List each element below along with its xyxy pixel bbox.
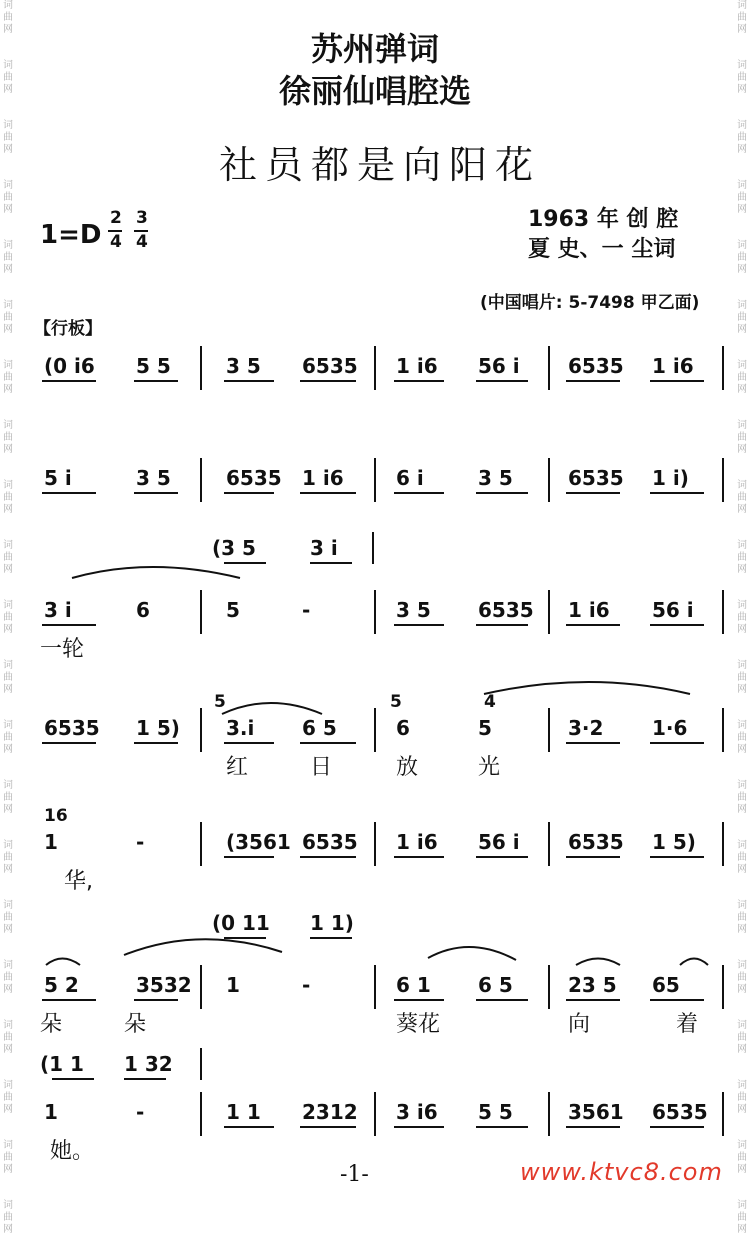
note-group: -	[136, 830, 145, 854]
accompaniment-note: (0 11	[212, 911, 270, 935]
note-group: 6535	[226, 466, 282, 490]
note-group: 6535	[568, 466, 624, 490]
note-group: 23 5	[568, 973, 617, 997]
note-group: 3.i	[226, 716, 255, 740]
note-group: 3561	[568, 1100, 624, 1124]
side-watermark-text: 词曲网	[3, 540, 13, 575]
side-watermark-text: 词曲网	[737, 1140, 747, 1175]
side-watermark-text: 词曲网	[3, 600, 13, 635]
side-watermark-text: 词曲网	[737, 960, 747, 995]
record-info: (中国唱片: 5-7498 甲乙面)	[480, 293, 700, 313]
credit-line1: 1963 年 创 腔	[528, 207, 679, 232]
note-group: 6	[136, 598, 150, 622]
lyric: 朵	[124, 1012, 147, 1037]
note-group: 6535	[302, 354, 358, 378]
side-watermark-text: 词曲网	[3, 1080, 13, 1115]
side-watermark-text: 词曲网	[3, 300, 13, 335]
note-group: 3·2	[568, 716, 604, 740]
note-group: 5 i	[44, 466, 72, 490]
note-group: 3 5	[478, 466, 513, 490]
note-group: 5	[226, 598, 240, 622]
time-sig-2-top: 3	[136, 208, 148, 228]
note-group: 6535	[652, 1100, 708, 1124]
note-group: 1 i)	[652, 466, 689, 490]
accompaniment-note: 1 1)	[310, 911, 354, 935]
note-group: 6535	[568, 354, 624, 378]
note-group: 1 1	[226, 1100, 261, 1124]
accompaniment-note: 3 i	[310, 536, 338, 560]
note-group: 56 i	[478, 830, 520, 854]
note-group: 5 5	[478, 1100, 513, 1124]
note-group: 3 5	[396, 598, 431, 622]
note-group: 5	[478, 716, 492, 740]
page-number: -1-	[340, 1162, 369, 1187]
note-group: 6	[396, 716, 410, 740]
lyric: 红	[226, 755, 249, 780]
lyric: 葵花	[396, 1012, 441, 1037]
time-sig-1-bottom: 4	[110, 232, 122, 252]
side-watermark-text: 词曲网	[3, 900, 13, 935]
lyric: 朵	[40, 1012, 63, 1037]
side-watermark-text: 词曲网	[3, 0, 13, 35]
note-group: 3 5	[226, 354, 261, 378]
note-group: -	[302, 598, 311, 622]
note-group: 1 i6	[568, 598, 610, 622]
note-group: 1	[226, 973, 240, 997]
side-watermark-text: 词曲网	[737, 720, 747, 755]
grace-note: 5	[390, 692, 402, 712]
collection-title-line1: 苏州弹词	[310, 30, 439, 68]
side-watermark-text: 词曲网	[737, 540, 747, 575]
side-watermark-text: 词曲网	[737, 900, 747, 935]
side-watermark-text: 词曲网	[3, 960, 13, 995]
side-watermark-text: 词曲网	[3, 120, 13, 155]
side-watermark-text: 词曲网	[3, 720, 13, 755]
side-watermark-text: 词曲网	[3, 480, 13, 515]
note-group: 6 i	[396, 466, 424, 490]
note-group: 56 i	[652, 598, 694, 622]
grace-note: 16	[44, 806, 68, 826]
credit-line2: 夏 史、一 尘词	[528, 237, 676, 262]
note-group: 5 5	[136, 354, 171, 378]
note-group: 56 i	[478, 354, 520, 378]
note-group: 1·6	[652, 716, 688, 740]
side-watermark-text: 词曲网	[737, 0, 747, 35]
side-watermark-text: 词曲网	[737, 1080, 747, 1115]
side-watermark-text: 词曲网	[737, 840, 747, 875]
side-watermark-text: 词曲网	[3, 1020, 13, 1055]
side-watermark-text: 词曲网	[3, 240, 13, 275]
note-group: 6535	[44, 716, 100, 740]
side-watermark-text: 词曲网	[3, 1200, 13, 1235]
key-signature: 1=D	[40, 220, 102, 250]
side-watermark-text: 词曲网	[3, 780, 13, 815]
note-group: 5 2	[44, 973, 79, 997]
lyric: 华,	[64, 869, 93, 894]
side-watermark-text: 词曲网	[737, 600, 747, 635]
time-sig-2-bottom: 4	[136, 232, 148, 252]
time-sig-1-top: 2	[110, 208, 122, 228]
collection-title-line2: 徐丽仙唱腔选	[278, 72, 471, 110]
side-watermark-text: 词曲网	[737, 1200, 747, 1235]
side-watermark-text: 词曲网	[3, 420, 13, 455]
note-group: 1 5)	[136, 716, 180, 740]
side-watermark-text: 词曲网	[737, 180, 747, 215]
side-watermark-text: 词曲网	[737, 660, 747, 695]
side-watermark-text: 词曲网	[737, 420, 747, 455]
side-watermark-text: 词曲网	[737, 1020, 747, 1055]
note-group: 2312	[302, 1100, 358, 1124]
note-group: 6535	[302, 830, 358, 854]
lyric: 放	[396, 755, 419, 780]
lyric: 着	[676, 1012, 699, 1037]
note-group: 1 i6	[652, 354, 694, 378]
side-watermark-text: 词曲网	[737, 300, 747, 335]
note-group: 3 i6	[396, 1100, 438, 1124]
song-title: 社员都是向阳花	[218, 143, 541, 187]
side-watermark-text: 词曲网	[3, 840, 13, 875]
note-group: 6535	[568, 830, 624, 854]
side-watermark-text: 词曲网	[737, 360, 747, 395]
side-watermark-text: 词曲网	[737, 120, 747, 155]
side-watermark-text: 词曲网	[3, 660, 13, 695]
note-group: 6 1	[396, 973, 431, 997]
side-watermark-text: 词曲网	[3, 360, 13, 395]
side-watermark-text: 词曲网	[737, 60, 747, 95]
note-group: 6 5	[478, 973, 513, 997]
note-group: 1	[44, 830, 58, 854]
note-group: 1	[44, 1100, 58, 1124]
note-group: 6 5	[302, 716, 337, 740]
side-watermark-text: 词曲网	[737, 240, 747, 275]
note-group: (3561	[226, 830, 291, 854]
lyric: 日	[310, 755, 333, 780]
accompaniment-note: (3 5	[212, 536, 256, 560]
side-watermark-text: 词曲网	[737, 480, 747, 515]
lyric: 向	[568, 1012, 591, 1037]
note-group: 3 5	[136, 466, 171, 490]
lyric: 一轮	[40, 637, 85, 662]
note-group: 1 i6	[396, 354, 438, 378]
lyric: 光	[478, 755, 501, 780]
note-group: 1 i6	[396, 830, 438, 854]
note-group: -	[302, 973, 311, 997]
accompaniment-note: (1 1	[40, 1052, 84, 1076]
note-group: 65	[652, 973, 680, 997]
note-group: 1 i6	[302, 466, 344, 490]
note-group: 3532	[136, 973, 192, 997]
note-group: 3 i	[44, 598, 72, 622]
grace-note: 5	[214, 692, 226, 712]
side-watermark-text: 词曲网	[3, 180, 13, 215]
note-group: 1 5)	[652, 830, 696, 854]
grace-note: 4	[484, 692, 496, 712]
note-group: 6535	[478, 598, 534, 622]
lyric: 她。	[50, 1139, 95, 1164]
side-watermark-text: 词曲网	[3, 60, 13, 95]
accompaniment-note: 1 32	[124, 1052, 173, 1076]
side-watermark-text: 词曲网	[737, 780, 747, 815]
note-group: -	[136, 1100, 145, 1124]
note-group: (0 i6	[44, 354, 95, 378]
tempo-marking: 【行板】	[34, 319, 102, 339]
side-watermark-text: 词曲网	[3, 1140, 13, 1175]
watermark-url: www.ktvc8.com	[520, 1158, 723, 1186]
